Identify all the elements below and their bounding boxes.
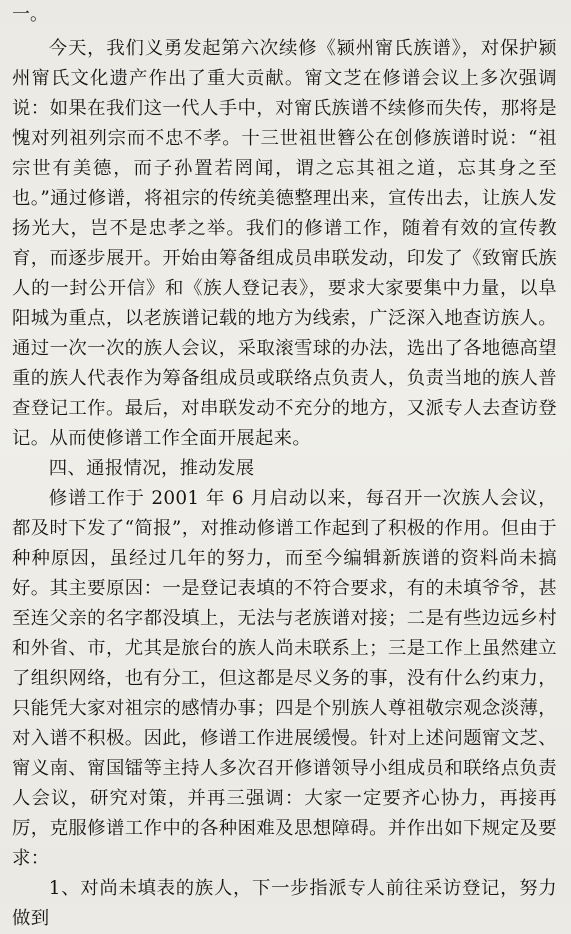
paragraph-3: 1、对尚未填表的族人，下一步指派专人前往采访登记，努力做到: [12, 878, 557, 929]
text-fragment-top: 一。: [12, 4, 48, 25]
section-heading-4: 四、通报情况，推动发展: [48, 458, 255, 479]
paragraph-2: 修谱工作于 2001 年 6 月启动以来，每召开一次族人会议，都及时下发了“简报”，对推动修谱工作起到了积极的作用。但由于种种原因，虽经过几年的努力，而至今编辑新族谱的资料尚未搞好。其主要原因：一是登记表填的不符合要求，有的未填爷爷，甚至连父亲的名字都没填上，无法与老族谱对接；二是有些边远乡村和外省、市，尤其是旅台的族人尚未联系上；三是工作上虽然建立了组织网络，也有分工，但这都是尽义务的事，没有什么约束力，只能凭大家对祖宗的感情办事；四是个别族人尊祖敬宗观念淡薄，对入谱不积极。因此，修谱工作进展缓慢。针对上述问题甯文芝、甯义南、甯国镭等主持人多次召开修谱领导小组成员和联络点负责人会议，研究对策，并再三强调：大家一定要齐心协力，再接再厉，克服修谱工作中的各种困难及思想障碍。并作出如下规定及要求：: [12, 488, 557, 869]
paragraph-1: 今天，我们义勇发起第六次续修《颍州甯氏族谱》，对保护颍州甯氏文化遗产作出了重大贡献。甯文芝在修谱会议上多次强调说：如果在我们这一代人手中，对甯氏族谱不续修而失传，那将是愧对列祖列宗而不忠不孝。十三世祖世簪公在创修族谱时说：“祖宗世有美德，而子孙置若罔闻，谓之忘其祖之道，忘其身之至也。”通过修谱，将祖宗的传统美德整理出来，宣传出去，让族人发扬光大，岂不是忠孝之举。我们的修谱工作，随着有效的宣传教育，而逐步展开。开始由筹备组成员串联发动，印发了《致甯氏族人的一封公开信》和《族人登记表》，要求大家要集中力量，以阜阳城为重点，以老族谱记载的地方为线索，广泛深入地查访族人。通过一次一次的族人会议，采取滚雪球的办法，选出了各地德高望重的族人代表作为筹备组成员或联络点负责人，负责当地的族人普查登记工作。最后，对串联发动不充分的地方，又派专人去查访登记。从而使修谱工作全面开展起来。: [12, 38, 557, 449]
